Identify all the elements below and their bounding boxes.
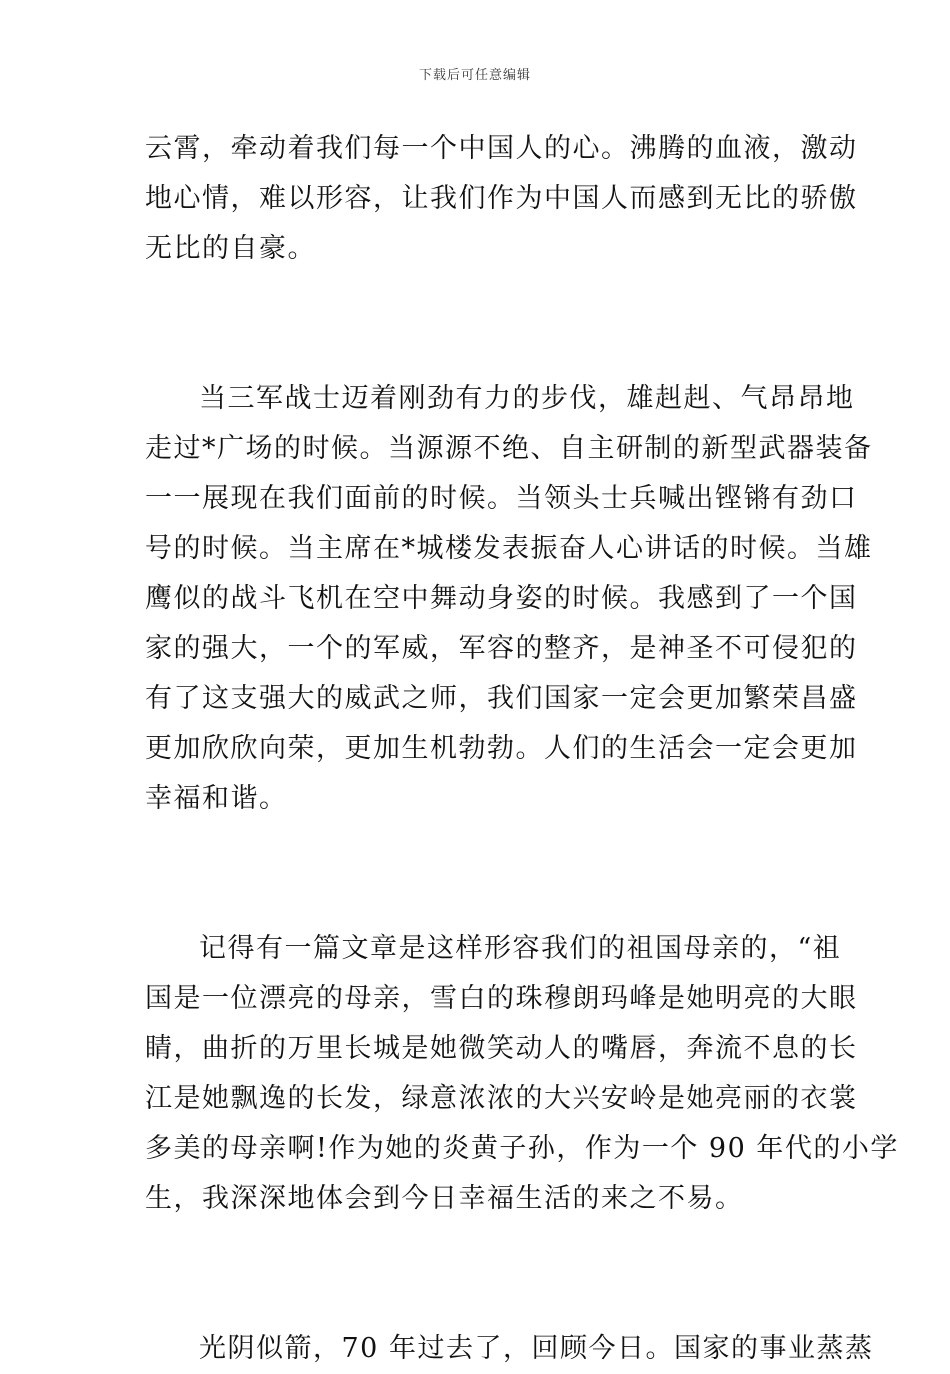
text-line: 光阴似箭，70 年过去了，回顾今日。国家的事业蒸蒸 bbox=[199, 1333, 874, 1364]
paragraph-2 bbox=[145, 374, 873, 824]
paragraph-spacer bbox=[145, 274, 805, 324]
text-line: 号的时候。当主席在*城楼发表振奋人心讲话的时候。当雄 bbox=[145, 533, 873, 564]
paragraph-4 bbox=[145, 1324, 874, 1374]
text-line: 江是她飘逸的长发，绿意浓浓的大兴安岭是她亮丽的衣裳 bbox=[145, 1083, 858, 1114]
text-line: 多美的母亲啊!作为她的炎黄子孙，作为一个 90 年代的小学 bbox=[145, 1133, 899, 1164]
text-line: 当三军战士迈着刚劲有力的步伐，雄赳赳、气昂昂地 bbox=[199, 383, 855, 414]
text-line: 生，我深深地体会到今日幸福生活的来之不易。 bbox=[145, 1183, 744, 1214]
text-line: 地心情，难以形容，让我们作为中国人而感到无比的骄傲 bbox=[145, 183, 858, 214]
text-line: 国是一位漂亮的母亲，雪白的珠穆朗玛峰是她明亮的大眼 bbox=[145, 983, 858, 1014]
text-line: 家的强大，一个的军威，军容的整齐，是神圣不可侵犯的 bbox=[145, 633, 858, 664]
text-line: 走过*广场的时候。当源源不绝、自主研制的新型武器装备 bbox=[145, 433, 873, 464]
text-line: 有了这支强大的威武之师，我们国家一定会更加繁荣昌盛 bbox=[145, 683, 858, 714]
text-line: 一一展现在我们面前的时候。当领头士兵喊出铿锵有劲口 bbox=[145, 483, 858, 514]
text-line: 无比的自豪。 bbox=[145, 233, 316, 264]
text-line: 更加欣欣向荣，更加生机勃勃。人们的生活会一定会更加 bbox=[145, 733, 858, 764]
paragraph-spacer bbox=[145, 874, 805, 924]
paragraph-spacer bbox=[145, 1274, 805, 1324]
paragraph-1 bbox=[145, 124, 858, 274]
paragraph-spacer bbox=[145, 324, 805, 374]
text-line: 幸福和谐。 bbox=[145, 783, 288, 814]
paragraph-spacer bbox=[145, 824, 805, 874]
text-line: 睛，曲折的万里长城是她微笑动人的嘴唇，奔流不息的长 bbox=[145, 1033, 858, 1064]
paragraph-spacer bbox=[145, 1224, 805, 1274]
text-line: 记得有一篇文章是这样形容我们的祖国母亲的，“祖 bbox=[199, 933, 842, 964]
document-body bbox=[145, 124, 899, 1374]
paragraph-3 bbox=[145, 924, 899, 1224]
page-header: 下载后可任意编辑 bbox=[418, 68, 531, 83]
text-line: 云霄，牵动着我们每一个中国人的心。沸腾的血液，激动 bbox=[145, 133, 858, 164]
text-line: 鹰似的战斗飞机在空中舞动身姿的时候。我感到了一个国 bbox=[145, 583, 858, 614]
